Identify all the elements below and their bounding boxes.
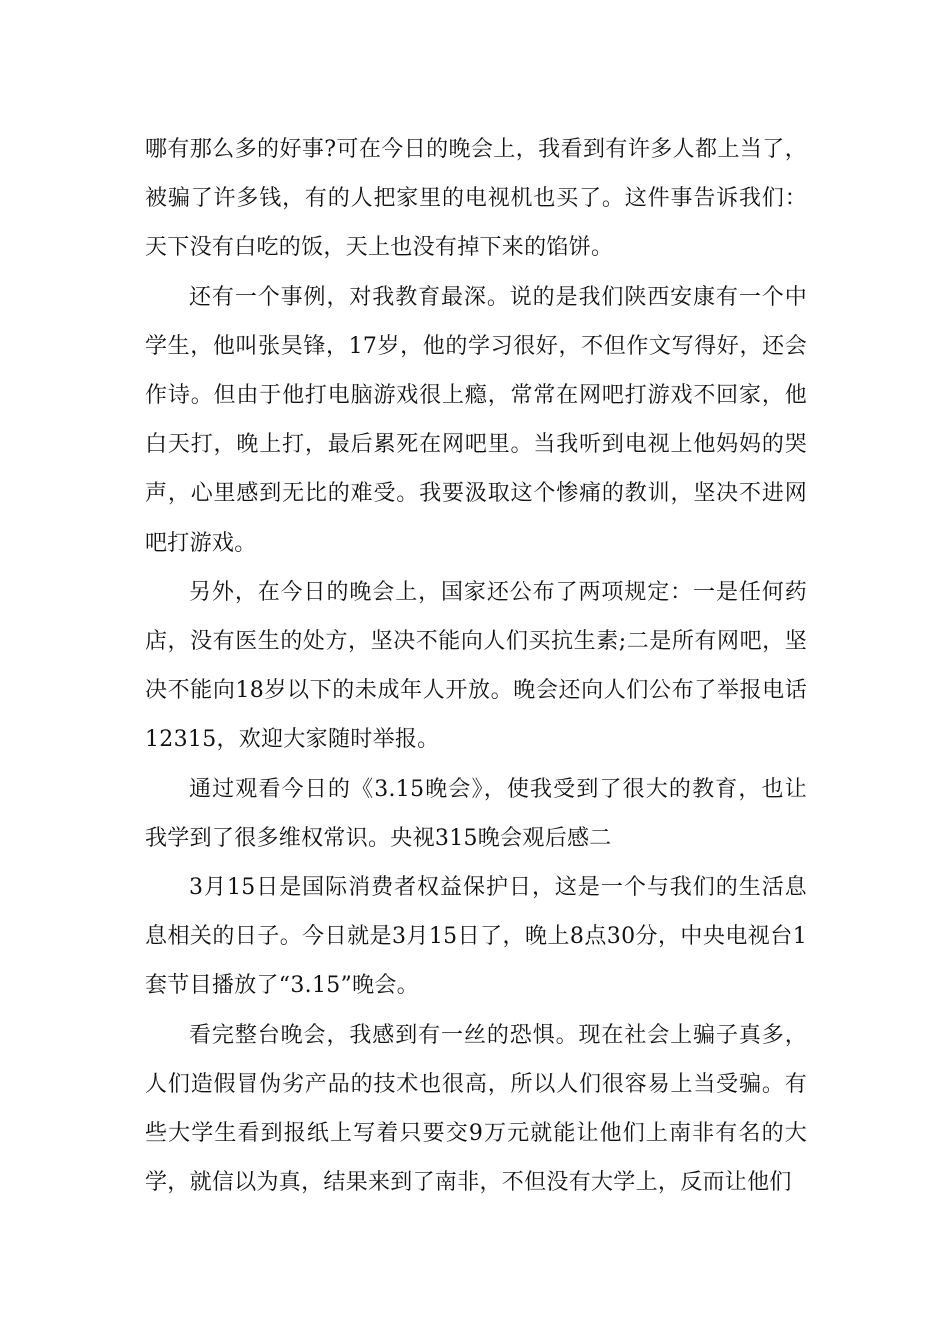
document-body — [145, 125, 807, 1207]
paragraph-case-example: 还有一个事例，对我教育最深。说的是我们陕西安康有一个中学生，他叫张昊锋，17岁，他的学习很好，不但作文写得好，还会作诗。但由于他打电脑游戏很上瘾，常常在网吧打游戏不回家，他白天打，晚上打，最后累死在网吧里。当我听到电视上他妈妈的哭声，心里感到无比的难受。我要汲取这个惨痛的教训，坚决不进网吧打游戏。 — [145, 284, 807, 556]
paragraph-consumer-day: 3月15日是国际消费者权益保护日，这是一个与我们的生活息息相关的日子。今日就是3月15日了，晚上8点30分，中央电视台1套节目播放了“3.15”晚会。 — [145, 875, 807, 999]
paragraph-reflection: 看完整台晚会，我感到有一丝的恐惧。现在社会上骗子真多，人们造假冒伪劣产品的技术也很高，所以人们很容易上当受骗。有些大学生看到报纸上写着只要交9万元就能让他们上南非有名的大学，就信以为真，结果来到了南非，不但没有大学上，反而让他们 — [145, 1022, 807, 1196]
paragraph-summary: 通过观看今日的《3.15晚会》，使我受到了很大的教育，也让我学到了很多维权常识。央视315晚会观后感二 — [145, 776, 807, 851]
paragraph-continuation: 哪有那么多的好事?可在今日的晚会上，我看到有许多人都上当了，被骗了许多钱，有的人把家里的电视机也买了。这件事告诉我们：天下没有白吃的饭，天上也没有掉下来的馅饼。 — [145, 137, 807, 261]
paragraph-regulations: 另外，在今日的晚会上，国家还公布了两项规定：一是任何药店，没有医生的处方，坚决不能向人们买抗生素;二是所有网吧，坚决不能向18岁以下的未成年人开放。晚会还向人们公布了举报电话12315，欢迎大家随时举报。 — [145, 579, 807, 753]
